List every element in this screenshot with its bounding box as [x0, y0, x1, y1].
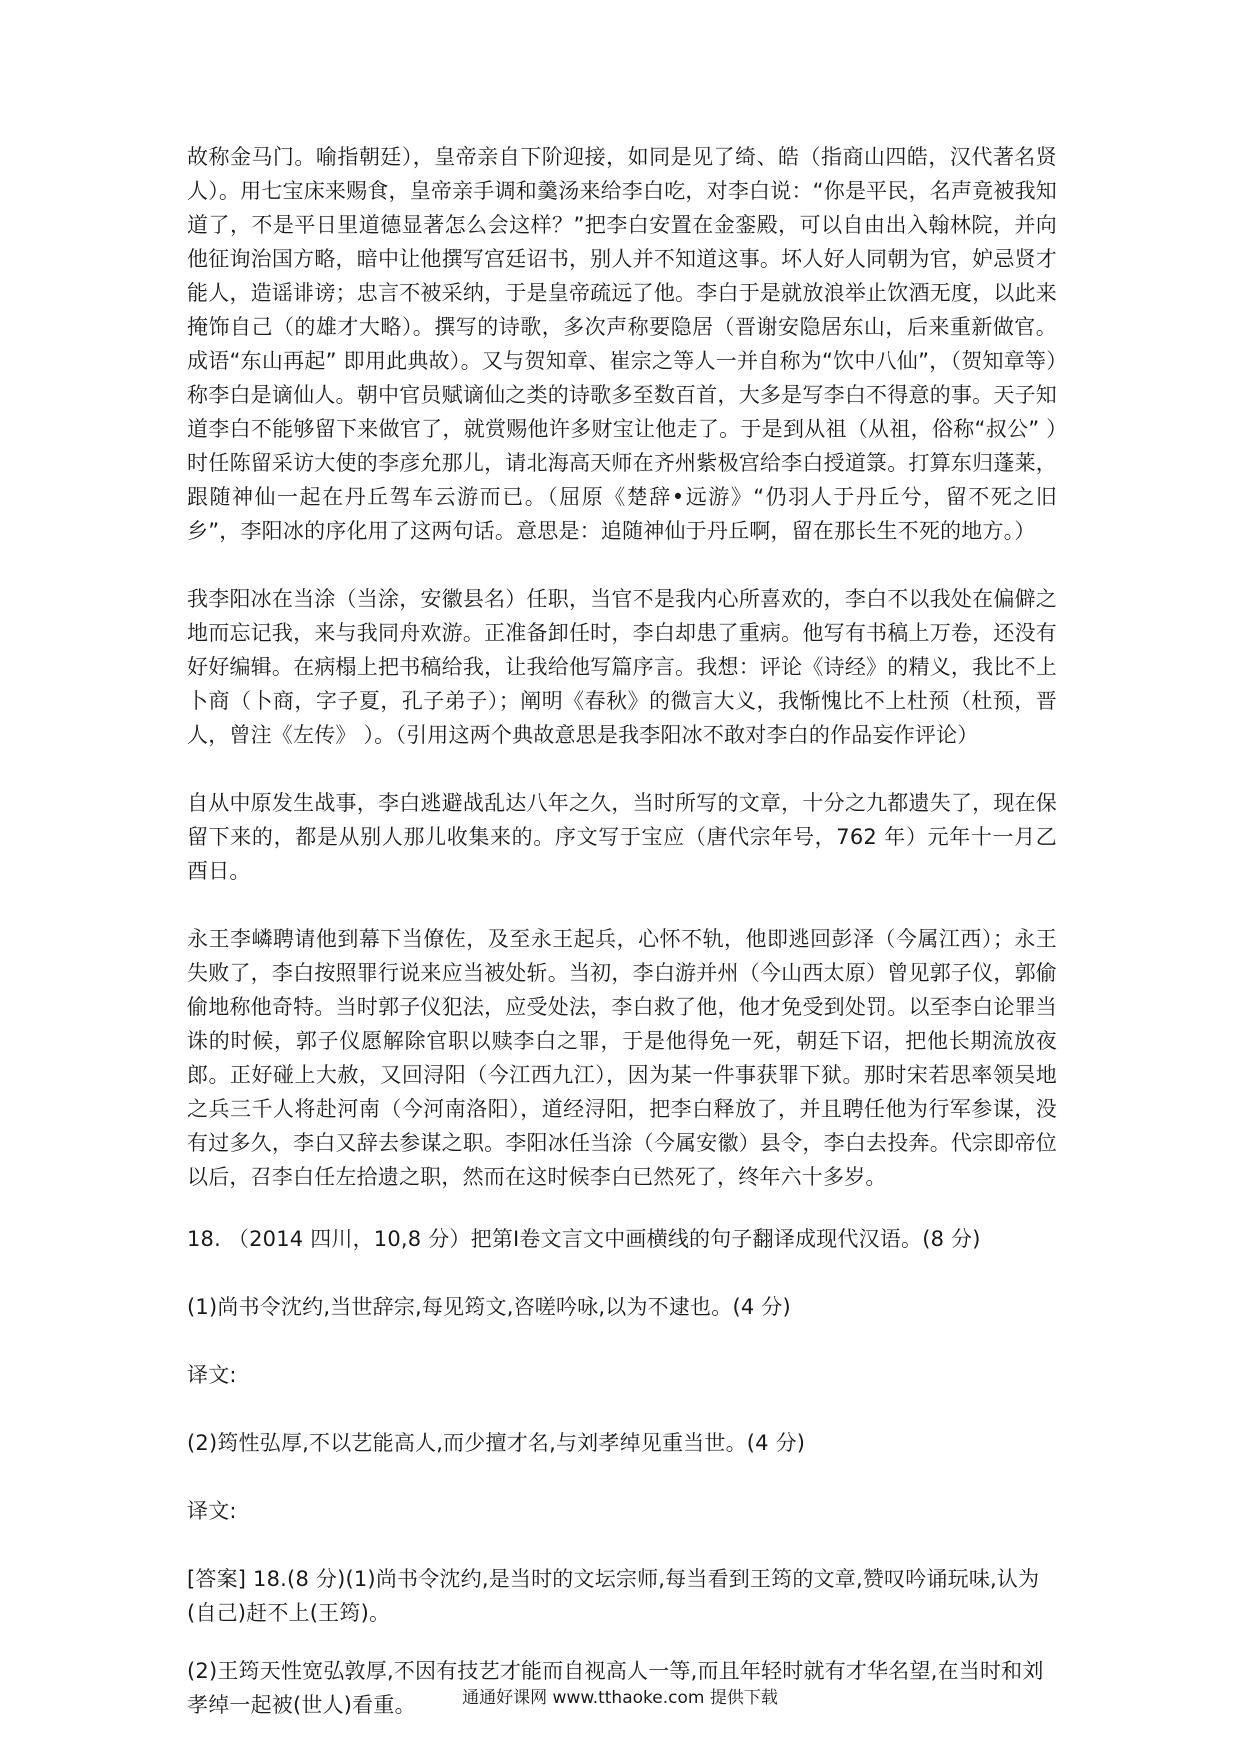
paragraph-4: 永王李嶙聘请他到幕下当僚佐，及至永王起兵，心怀不轨，他即逃回彭泽（今属江西）；永王失败了，李白按照罪行说来应当被处斩。当初，李白游并州（今山西太原）曾见郭子仪，郭偷偷地称他奇特。当时郭子仪犯法，应受处法，李白救了他，他才免受到处罚。以至李白论罪当诛的时候，郭子仪愿解除官职以赎李白之罪，于是他得免一死，朝廷下诏，把他长期流放夜郎。正好碰上大赦，又回浔阳（今江西九江），因为某一件事获罪下狱。那时宋若思率领吴地之兵三千人将赴河南（今河南洛阳），道经浔阳，把李白释放了，并且聘任他为行军参谋，没有过多久，李白又辞去参谋之职。李阳冰任当涂（今属安徽）县令，李白去投奔。代宗即帝位以后，召李白任左拾遗之职，然而在这时候李白已然死了，终年六十多岁。 [187, 927, 1057, 1189]
paragraph-1: 故称金马门。喻指朝廷），皇帝亲自下阶迎接，如同是见了绮、皓（指商山四皓，汉代著名贤人）。用七宝床来赐食，皇帝亲手调和羹汤来给李白吃，对李白说：“你是平民，名声竟被我知道了，不是平日里道德显著怎么会这样？”把李白安置在金銮殿，可以自由出入翰林院，并向他征询治国方略，暗中让他撰写宫廷诏书，别人并不知道这事。坏人好人同朝为官，妒忌贤才能人，造谣诽谤；忠言不被采纳，于是皇帝疏远了他。李白于是就放浪举止饮酒无度，以此来掩饰自己（的雄才大略）。撰写的诗歌，多次声称要隐居（晋谢安隐居东山，后来重新做官。成语“东山再起” 即用此典故）。又与贺知章、崔宗之等人一并自称为“饮中八仙”，（贺知章等）称李白是谪仙人。朝中官员赋谪仙之类的诗歌多至数百首，大多是写李白不得意的事。天子知道李白不能够留下来做官了，就赏赐他许多财宝让他走了。于是到从祖（从祖，俗称“叔公” ）时任陈留采访大使的李彦允那儿，请北海高天师在齐州紫极宫给李白授道箓。打算东归蓬莱，跟随神仙一起在丹丘驾车云游而已。（屈原《楚辞•远游》“仍羽人于丹丘兮，留不死之旧乡”，李阳冰的序化用了这两句话。意思是：追随神仙于丹丘啊，留在那长生不死的地方。） [187, 145, 1057, 543]
translation-label-1: 译文: [187, 1363, 237, 1387]
question-item-2: (2)筠性弘厚,不以艺能高人,而少擅才名,与刘孝绰见重当世。(4 分) [187, 1431, 806, 1455]
page-footer: 通通好课网 www.tthaoke.com 提供下载 [462, 1688, 778, 1708]
paragraph-2: 我李阳冰在当涂（当涂，安徽县名）任职，当官不是我内心所喜欢的，李白不以我处在偏僻之地而忘记我，来与我同舟欢游。正准备卸任时，李白却患了重病。他写有书稿上万卷，还没有好好编辑。在病榻上把书稿给我，让我给他写篇序言。我想：评论《诗经》的精义，我比不上卜商（卜商，字子夏，孔子弟子）；阐明《春秋》的微言大义，我惭愧比不上杜预（杜预，晋人，曾注《左传》 ）。（引用这两个典故意思是我李阳冰不敢对李白的作品妄作评论） [187, 587, 1057, 747]
answer-line-2: (2)王筠天性宽弘敦厚,不因有技艺才能而自视高人一等,而且年轻时就有才华名望,在当时和刘孝绰一起被(世人)看重。 [187, 1659, 1044, 1717]
question-item-1: (1)尚书令沈约,当世辞宗,每见筠文,咨嗟吟咏,以为不逮也。(4 分) [187, 1295, 791, 1319]
translation-label-2: 译文: [187, 1499, 237, 1523]
paragraph-3: 自从中原发生战事，李白逃避战乱达八年之久，当时所写的文章，十分之九都遗失了，现在保留下来的，都是从别人那儿收集来的。序文写于宝应（唐代宗年号，762 年）元年十一月乙酉日。 [187, 791, 1057, 883]
document-body [187, 140, 1057, 1746]
answer-line-1: [答案] 18.(8 分)(1)尚书令沈约,是当时的文坛宗师,每当看到王筠的文章,赞叹吟诵玩味,认为(自己)赶不上(王筠)。 [187, 1567, 1040, 1625]
question-title: 18. （2014 四川，10,8 分）把第Ⅰ卷文言文中画横线的句子翻译成现代汉语。(8 分) [187, 1227, 981, 1251]
